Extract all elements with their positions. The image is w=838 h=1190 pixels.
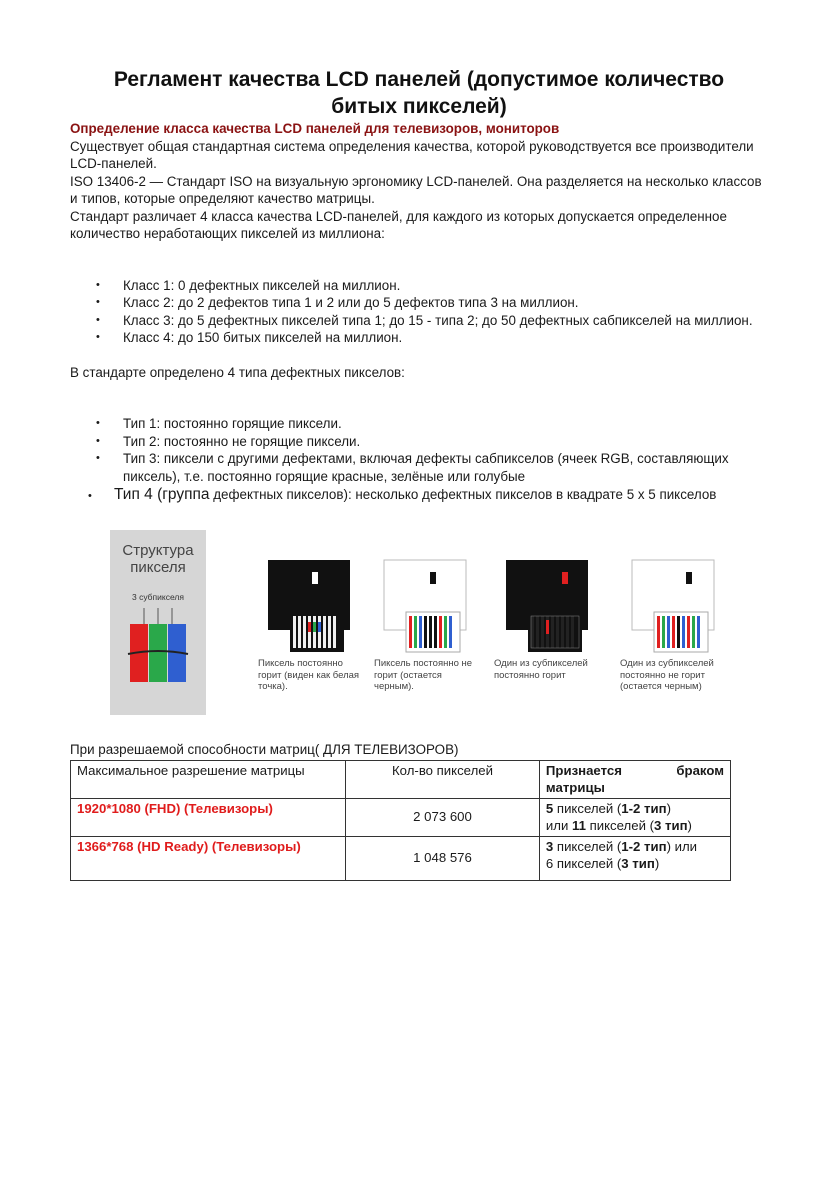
stuck-subpixel-icon [494, 558, 604, 658]
list-item: • Тип 1: постоянно горящие пиксели. [96, 416, 342, 431]
pixel-count-cell: 2 073 600 [346, 799, 540, 837]
pixel-structure-panel [110, 530, 206, 715]
subpixel-diagram [110, 530, 206, 715]
dead-subpixel-icon [620, 558, 730, 658]
dead-black-pixel-icon [374, 558, 484, 658]
bullet-icon: • [96, 452, 100, 464]
resolution-cell: 1920*1080 (FHD) (Телевизоры) [71, 799, 346, 837]
column-header: Признается браком матрицы [539, 761, 730, 799]
subpixel-green [149, 624, 167, 682]
intro-paragraph: ISO 13406-2 — Стандарт ISO на визуальную эргономику LCD-панелей. Она разделяется на несколько классов и типов, которые определяют качество матрицы. [70, 173, 762, 206]
figure-caption: Один из субпикселей постоянно горит [494, 658, 588, 681]
figure-caption: Пиксель постоянно не горит (остается черным). [374, 658, 473, 692]
bullet-icon: • [96, 417, 100, 429]
list-item-type4: • Тип 4 (группа дефектных пикселов): несколько дефектных пикселов в квадрате 5 х 5 пикселов [70, 486, 770, 504]
list-item: • Тип 2: постоянно не горящие пиксели. [96, 433, 361, 449]
defect-illustration-2 [374, 558, 484, 718]
table-row [71, 837, 731, 881]
class-list [70, 277, 770, 347]
bullet-icon: • [96, 296, 100, 308]
types-intro: В стандарте определено 4 типа дефектных пикселов: [70, 364, 405, 380]
stuck-white-pixel-icon [258, 558, 368, 658]
intro-paragraph: Стандарт различает 4 класса качества LCD-панелей, для каждого из которых допускается определенное количество неработающих пикселей из миллиона: [70, 208, 727, 241]
list-item: • Класс 2: до 2 дефектов типа 1 и 2 или до 5 дефектов типа 3 на миллион. [96, 295, 579, 310]
bullet-icon: • [96, 331, 100, 343]
section-subheading: Определение класса качества LCD панелей для телевизоров, мониторов [70, 121, 560, 136]
pixel-defects-figure [110, 530, 740, 715]
defect-illustration-4 [620, 558, 740, 718]
type-list [70, 415, 770, 485]
document-body [70, 120, 770, 504]
list-item: • Тип 3: пиксели с другими дефектами, включая дефекты сабпикселов (ячеек RGB, составляющих пиксель), т.е. постоянно горящие красные, зелёные или голубые [96, 451, 729, 484]
bullet-icon: • [96, 434, 100, 447]
defect-illustration-1 [258, 558, 368, 718]
table-header-row [71, 761, 731, 799]
defect-table [70, 760, 731, 881]
intro-paragraph: Существует общая стандартная система определения качества, которой руководствуется все производители LCD-панелей. [70, 138, 754, 171]
subpixel-label: 3 субпикселя [132, 592, 184, 602]
defect-illustration-3 [494, 558, 612, 718]
bullet-icon: • [88, 490, 92, 502]
column-header: Максимальное разрешение матрицы [71, 761, 346, 799]
figure-caption: Один из субпикселей постоянно не горит (остается черным) [620, 658, 714, 692]
pixel-structure-title: Структура пикселя [122, 542, 194, 576]
bullet-icon: • [96, 313, 100, 326]
figure-caption: Пиксель постоянно горит (виден как белая точка). [258, 658, 360, 692]
list-item: • Класс 1: 0 дефектных пикселей на миллион. [96, 277, 401, 293]
list-item: • Класс 3: до 5 дефектных пикселей типа 1; до 15 - типа 2; до 50 дефектных сабпикселей на миллион. [96, 312, 753, 328]
defect-criteria-cell: 5 пикселей (1-2 тип) или 11 пикселей (3 тип) [539, 799, 730, 837]
list-item: • Класс 4: до 150 битых пикселей на миллион. [96, 330, 403, 345]
resolution-cell: 1366*768 (HD Ready) (Телевизоры) [71, 837, 346, 881]
column-header: Кол-во пикселей [346, 761, 540, 799]
page-title: Регламент качества LCD панелей (допустимое количество битых пикселей) [113, 68, 725, 118]
table-caption: При разрешаемой способности матриц( ДЛЯ ТЕЛЕВИЗОРОВ) [70, 742, 459, 757]
defect-criteria-cell: 3 пикселей (1-2 тип) или 6 пикселей (3 тип) [539, 837, 730, 881]
table-row [71, 799, 731, 837]
bullet-icon: • [96, 278, 100, 291]
pixel-count-cell: 1 048 576 [346, 837, 540, 881]
